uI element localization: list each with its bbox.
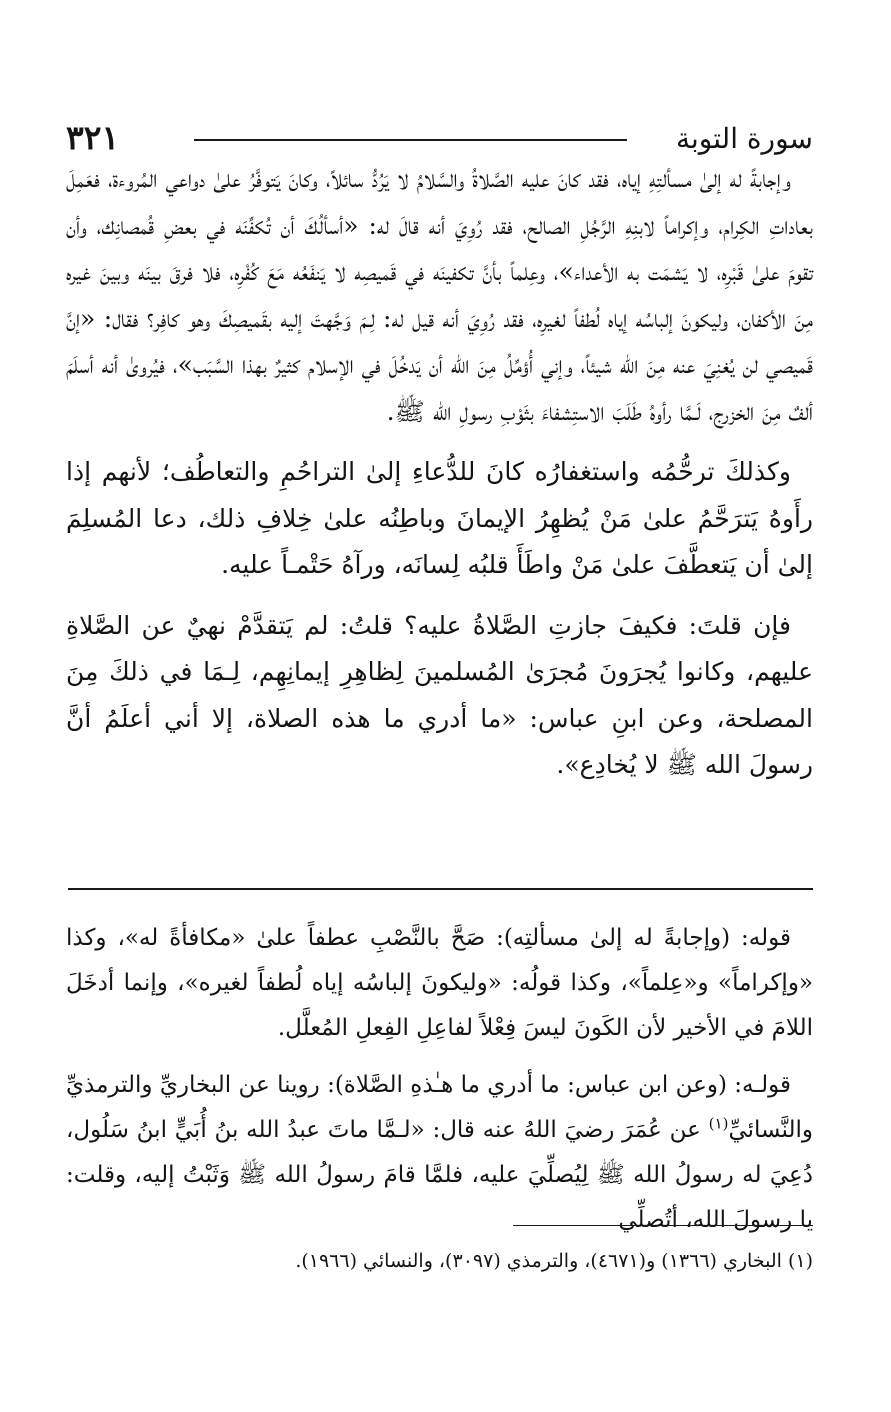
header-rule <box>194 139 627 141</box>
main-paragraph: وإجابةً له إلىٰ مسألتِهِ إياه، فقد كانَ عليه الصَّلاةُ والسَّلامُ لا يَرُدُّ سائلاً، وكانَ يَتوفَّرُ علىٰ دواعي المُروءة، فعَمِلَ بعاداتِ الكِرام، وإكراماً لابنِهِ الرَّجُلِ الصالح، فقد رُوِيَ أنه قالَ له: «أسألُكَ أن تُكفِّنَه في بعضِ قُمصانِك، وأن تقومَ علىٰ قَبْرِه، لا يَشمَت به الأعداء»، وعِلماً بأنَّ تكفينَه في قَميصِه لا يَنفَعُه مَعَ كُفْرِه، فلا فرقَ بينَه وبينَ غيره مِنَ الأكفان، وليكونَ إلباسُه إياه لُطفاً لغيرِه، فقد رُوِيَ أنه قيل له: لِـمَ وَجَّهتَ إليه بقَميصِكَ وهو كافِر؟ فقال: «إنَّ قَميصي لن يُغنِيَ عنه مِنَ الله شيئاً، وإني أُؤمِّلُ مِنَ الله أن يَدخُلَ في الإسلام كثيرٌ بهذا السَّبَب»، فيُروىٰ أنه أسلَمَ ألفٌ مِنَ الخزرج، لَـمَّا رأوهُ طَلَبَ الاستِشفاءَ بثَوْبِ رسولِ الله ﷺ. <box>66 164 813 426</box>
page-number: ٣٢١ <box>66 118 120 157</box>
commentary-text: قولـه: (وعن ابن عباس: ما أدري ما هـٰذهِ الصَّلاة): روينا عن البخاريِّ والترمذيِّ والنَّسائيِّ <box>66 1072 813 1143</box>
main-text <box>66 156 813 799</box>
footnote-reference: (١) <box>708 1114 729 1133</box>
running-header <box>66 112 813 162</box>
text-commentary-divider <box>68 888 813 890</box>
surah-title: سورة التوبة <box>675 122 813 155</box>
commentary-paragraph: قوله: (وإجابةً له إلىٰ مسألتِه): صَحَّ بالنَّصْبِ عطفاً علىٰ «مكافأةً له»، وكذا «وإكراماً» و«عِلماً»، وكذا قولُه: «وليكونَ إلباسُه إياه لُطفاً لغيره»، وإنما أدخَلَ اللامَ في الأخير لأن الكَونَ ليسَ فِعْلاً لفاعِلِ الفِعلِ المُعلَّل. <box>66 925 813 1041</box>
main-paragraph: وكذلكَ ترحُّمُه واستغفارُه كانَ للدُّعاءِ إلىٰ التراحُمِ والتعاطُف؛ لأنهم إذا رأَوهُ يَترَحَّمُ علىٰ مَنْ يُظهِرُ الإيمانَ وباطِنُه علىٰ خِلافِ ذلك، دعا المُسلِمَ إلىٰ أن يَتعطَّفَ علىٰ مَنْ واطَأَ قلبُه لِسانَه، ورآهُ حَتْمـاً عليه. <box>66 457 813 579</box>
footnote-rule <box>513 1225 813 1226</box>
footnote: (١) البخاري (١٣٦٦) و(٤٦٧١)، والترمذي (٣٠٩٧)، والنسائي (١٩٦٦). <box>295 1250 813 1272</box>
main-paragraph: فإن قلتَ: فكيفَ جازتِ الصَّلاةُ عليه؟ قلتُ: لم يَتقدَّمْ نهيٌ عن الصَّلاةِ عليهم، وكانوا يُجرَونَ مُجرَىٰ المُسلمينَ لِظاهِرِ إيمانِهِم، لِـمَا في ذلكَ مِنَ المصلحة، وعن ابنِ عباس: «ما أدري ما هذه الصلاة، إلا أني أعلَمُ أنَّ رسولَ الله ﷺ لا يُخادِع». <box>66 610 813 779</box>
commentary-text: عن عُمَرَ رضيَ اللهُ عنه قال: «لـمَّا ماتَ عبدُ الله بنُ أُبَيٍّ ابنُ سَلُول، دُعِيَ له رسولُ الله ﷺ لِيُصلِّيَ عليه، فلمَّا قامَ رسولُ الله ﷺ وَثَبْتُ إليه، وقلت: يا رسولَ الله، أتُصلِّي <box>66 1117 813 1233</box>
commentary-paragraph <box>66 1063 813 1243</box>
commentary-section <box>66 916 813 1255</box>
